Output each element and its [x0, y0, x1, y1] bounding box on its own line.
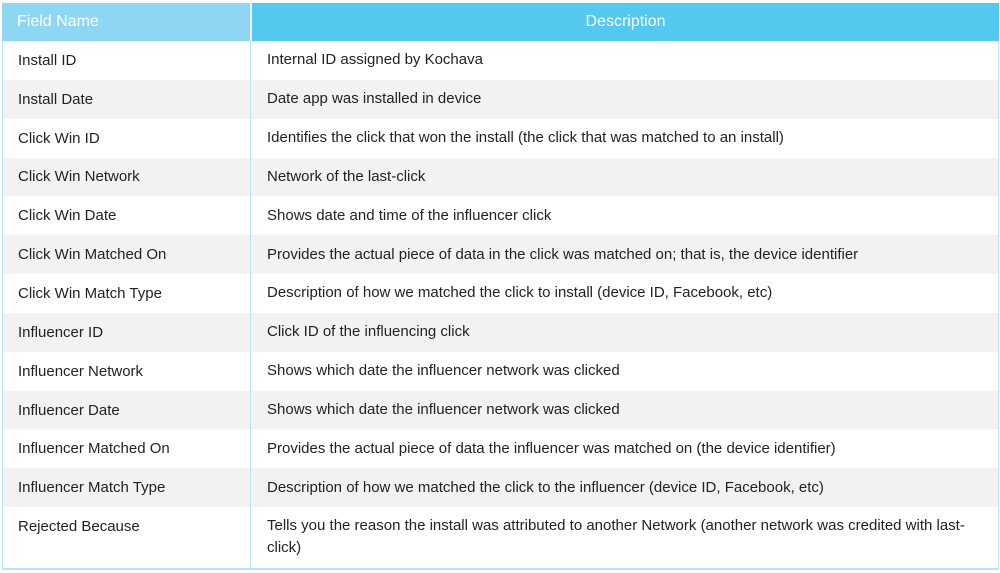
table-row	[3, 352, 998, 391]
field-cell: Rejected Because	[3, 507, 251, 568]
description-cell: Provides the actual piece of data in the click was matched on; that is, the device identifier	[267, 245, 859, 263]
table-row	[3, 158, 998, 197]
description-cell: Network of the last-click	[267, 167, 426, 185]
description-cell: Click ID of the influencing click	[267, 323, 470, 341]
field-cell: Influencer Matched On	[3, 429, 251, 468]
field-cell: Click Win Network	[3, 158, 251, 197]
description-cell: Provides the actual piece of data the influencer was matched on (the device identifier)	[267, 439, 836, 457]
header-description: Description	[250, 3, 999, 41]
description-cell: Date app was installed in device	[267, 90, 482, 108]
table-body	[2, 41, 999, 570]
field-cell: Click Win Date	[3, 196, 251, 235]
description-cell: Shows date and time of the influencer click	[267, 206, 552, 224]
field-cell: Install ID	[3, 41, 251, 80]
field-cell: Click Win ID	[3, 119, 251, 158]
table-row	[3, 80, 998, 119]
field-cell: Click Win Matched On	[3, 235, 251, 274]
description-cell: Description of how we matched the click to the influencer (device ID, Facebook, etc)	[267, 478, 824, 496]
description-cell: Internal ID assigned by Kochava	[267, 51, 483, 69]
field-cell: Click Win Match Type	[3, 274, 251, 313]
table-row	[3, 391, 998, 430]
header-field-name: Field Name	[2, 3, 250, 41]
table-row	[3, 119, 998, 158]
description-cell: Shows which date the influencer network was clicked	[267, 362, 620, 380]
table-header	[2, 3, 999, 41]
table-row	[3, 468, 998, 507]
description-cell: Description of how we matched the click to install (device ID, Facebook, etc)	[267, 284, 773, 302]
table-row	[3, 507, 998, 568]
description-cell: Tells you the reason the install was attributed to another Network (another network was credited with last-click)	[267, 517, 965, 557]
table-row	[3, 274, 998, 313]
description-cell: Identifies the click that won the install (the click that was matched to an install)	[267, 129, 784, 147]
table-row	[3, 235, 998, 274]
table-row	[3, 313, 998, 352]
field-cell: Influencer ID	[3, 313, 251, 352]
field-cell: Influencer Match Type	[3, 468, 251, 507]
table-row	[3, 429, 998, 468]
table-row	[3, 196, 998, 235]
field-cell: Influencer Network	[3, 352, 251, 391]
description-cell: Shows which date the influencer network was clicked	[267, 401, 620, 419]
field-cell: Install Date	[3, 80, 251, 119]
table-row	[3, 41, 998, 80]
field-cell: Influencer Date	[3, 391, 251, 430]
